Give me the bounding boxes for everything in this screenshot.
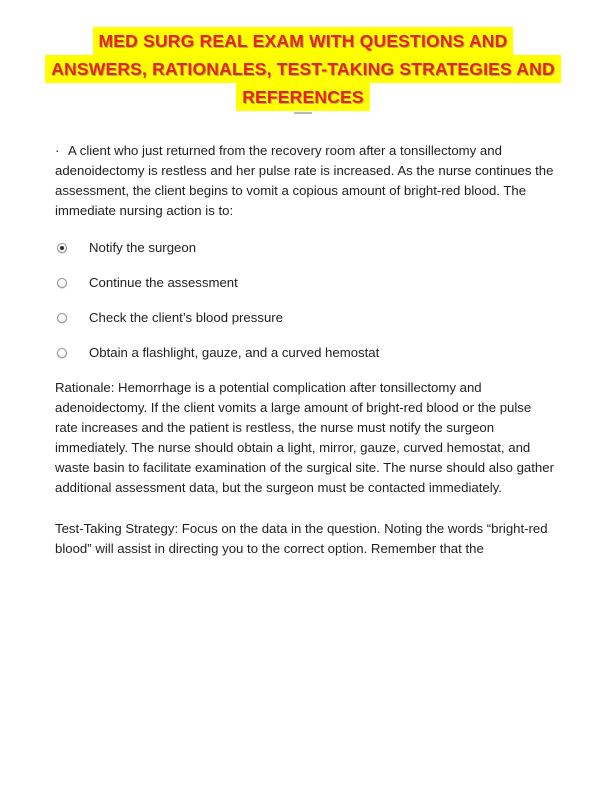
document-title-line: REFERENCES: [236, 83, 370, 111]
answer-options-list: [55, 238, 554, 363]
radio-button-icon[interactable]: [57, 278, 67, 288]
bullet-marker: ·: [55, 142, 60, 158]
radio-button-icon[interactable]: [57, 243, 67, 253]
radio-button-icon[interactable]: [57, 313, 67, 323]
answer-option[interactable]: [55, 238, 554, 258]
document-title: [0, 0, 606, 114]
document-body: [55, 140, 554, 559]
rationale-paragraph: Rationale: Hemorrhage is a potential complication after tonsillectomy and adenoidectomy. If the client vomits a large amount of bright-red blood or the pulse rate increases and the patient is restless, the nurse must notify the surgeon immediately. The nurse should obtain a light, mirror, gauze, curved hemostat, and waste basin to facilitate examination of the surgical site. The nurse should also gather additional assessment data, but the surgeon must be contacted immediately.: [55, 380, 554, 495]
question-paragraph: [55, 140, 554, 221]
answer-option[interactable]: [55, 308, 554, 328]
answer-option-label[interactable]: Notify the surgeon: [89, 240, 197, 255]
answer-option-label[interactable]: Continue the assessment: [89, 275, 238, 290]
radio-button-icon[interactable]: [57, 348, 67, 358]
title-line-3: [0, 83, 606, 111]
answer-option[interactable]: [55, 343, 554, 363]
answer-option[interactable]: [55, 273, 554, 293]
test-taking-strategy-paragraph: Test-Taking Strategy: Focus on the data in the question. Noting the words “bright-red blood” will assist in directing you to the correct option. Remember that the: [55, 521, 548, 556]
answer-option-label[interactable]: Check the client’s blood pressure: [89, 310, 284, 325]
question-text: A client who just returned from the recovery room after a tonsillectomy and adenoidectomy is restless and her pulse rate is increased. As the nurse continues the assessment, the client begins to vomit a copious amount of bright-red blood. The immediate nursing action is to:: [55, 143, 554, 218]
title-artifact-dash: [294, 112, 312, 114]
title-line-2: [0, 55, 606, 83]
document-title-line: ANSWERS, RATIONALES, TEST-TAKING STRATEGIES AND: [45, 55, 561, 83]
document-title-line: MED SURG REAL EXAM WITH QUESTIONS AND: [93, 27, 514, 55]
answer-option-label[interactable]: Obtain a flashlight, gauze, and a curved hemostat: [89, 345, 380, 360]
title-line-1: [0, 27, 606, 55]
